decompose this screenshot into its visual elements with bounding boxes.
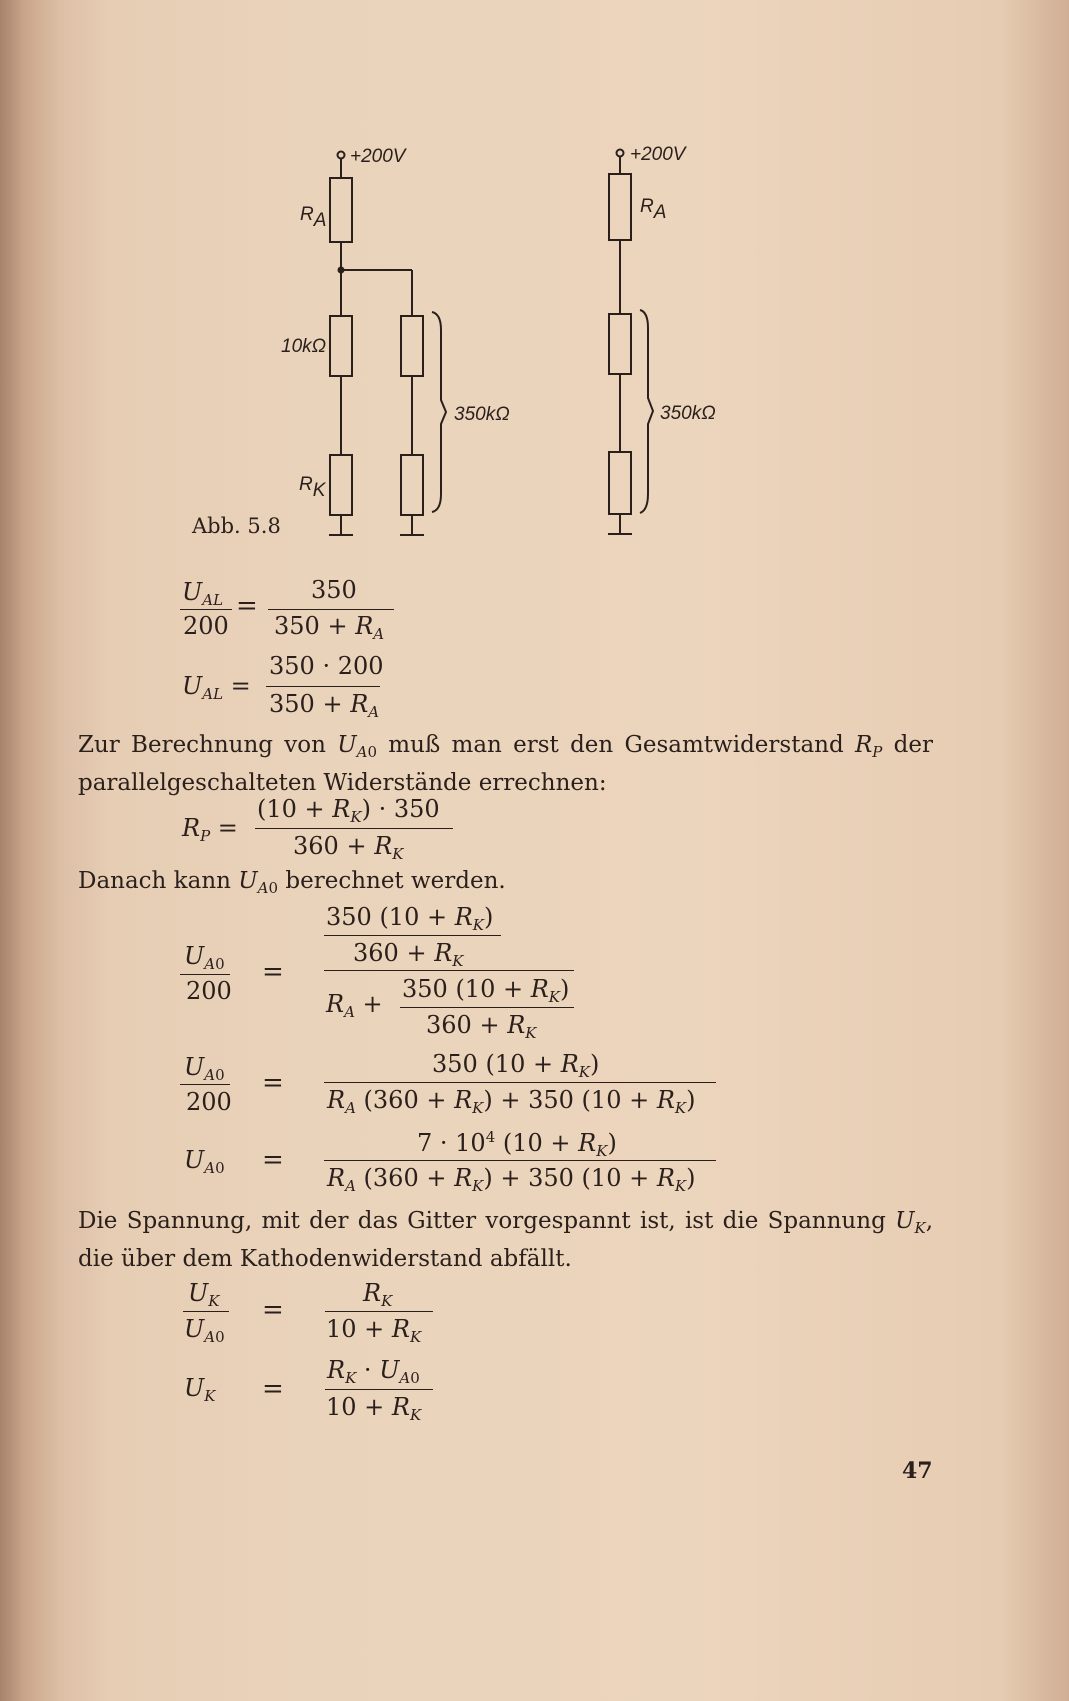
circuit-figure — [0, 0, 1069, 560]
right-lower-resistor — [609, 452, 631, 514]
right-ra-resistor — [609, 174, 631, 240]
figure-caption: Abb. 5.8 — [192, 514, 281, 538]
left-parallel-lower-resistor — [401, 455, 423, 515]
left-supply-label: +200V — [350, 146, 406, 167]
right-supply-terminal — [617, 150, 624, 157]
page-number: 47 — [902, 1458, 933, 1484]
left-parallel-upper-resistor — [401, 316, 423, 376]
left-ra-resistor — [330, 178, 352, 242]
right-350k-label: 350kΩ — [660, 403, 716, 424]
paragraph-ua0-calc: Danach kann $U_{A0}$ berechnet werden. — [78, 868, 506, 897]
book-page: +200V RA 10kΩ RK 350kΩ +200V RA 350kΩ Abb. 5.8 $U_{AL}$ 200 = 350 $350 + R_A$ $U_{AL}$ = 350 · 200 $350 + R_A$ Zur Berechnung von $U_{A0}$ muß man erst den Gesamtwiderstand $R_P$ der parallelgeschalteten Widerstände errechnen: $R_P$ = $(10 + R_K) \cdot 350$ $360 + R_K$ Danach kann $U_{A0}$ berechnet werden. $U_{A0}$ 200 = 350 $(10 + R_K)$ $360 + R_K$ $R_A$ + 350 $(10 + R_K)$ $360 + R_K$ $U_{A0}$ 200 = 350 $(10 + R_K)$ $R_A$ $(360 + R_K) + 350$ $(10 + R_K)$ $U_{A0}$ = $7 \cdot 10^4$ $(10 + R_K)$ $R_A$ $(360 + R_K) + 350$ $(10 + R_K)$ Die Spannung, mit der das Gitter vorgespannt ist, ist die Spannung $U_K$, die über dem Kathodenwiderstand abfällt. $U_K$ $U_{A0}$ = $R_K$ $10 + R_K$ $U_K$ = $R_K \cdot U_{A0}$ $10 + R_K$ 47 — [0, 0, 1069, 1701]
right-brace — [640, 310, 653, 513]
left-supply-terminal — [338, 152, 345, 159]
paragraph-rp-intro: Zur Berechnung von $U_{A0}$ muß man erst den Gesamtwiderstand $R_P$ der parallelgeschalteten Widerstände errechnen: — [78, 732, 933, 796]
left-350k-label: 350kΩ — [454, 404, 510, 425]
left-10k-label: 10kΩ — [281, 336, 327, 357]
right-upper-resistor — [609, 314, 631, 374]
paragraph-uk-intro: Die Spannung, mit der das Gitter vorgespannt ist, ist die Spannung $U_K$, die über dem Kathodenwiderstand abfällt. — [78, 1208, 933, 1272]
right-supply-label: +200V — [630, 144, 686, 165]
left-brace — [432, 312, 446, 512]
left-ra-label: RA — [300, 204, 327, 231]
left-10k-resistor — [330, 316, 352, 376]
left-rk-label: RK — [299, 474, 326, 501]
left-rk-resistor — [330, 455, 352, 515]
right-ra-label: RA — [640, 196, 667, 223]
